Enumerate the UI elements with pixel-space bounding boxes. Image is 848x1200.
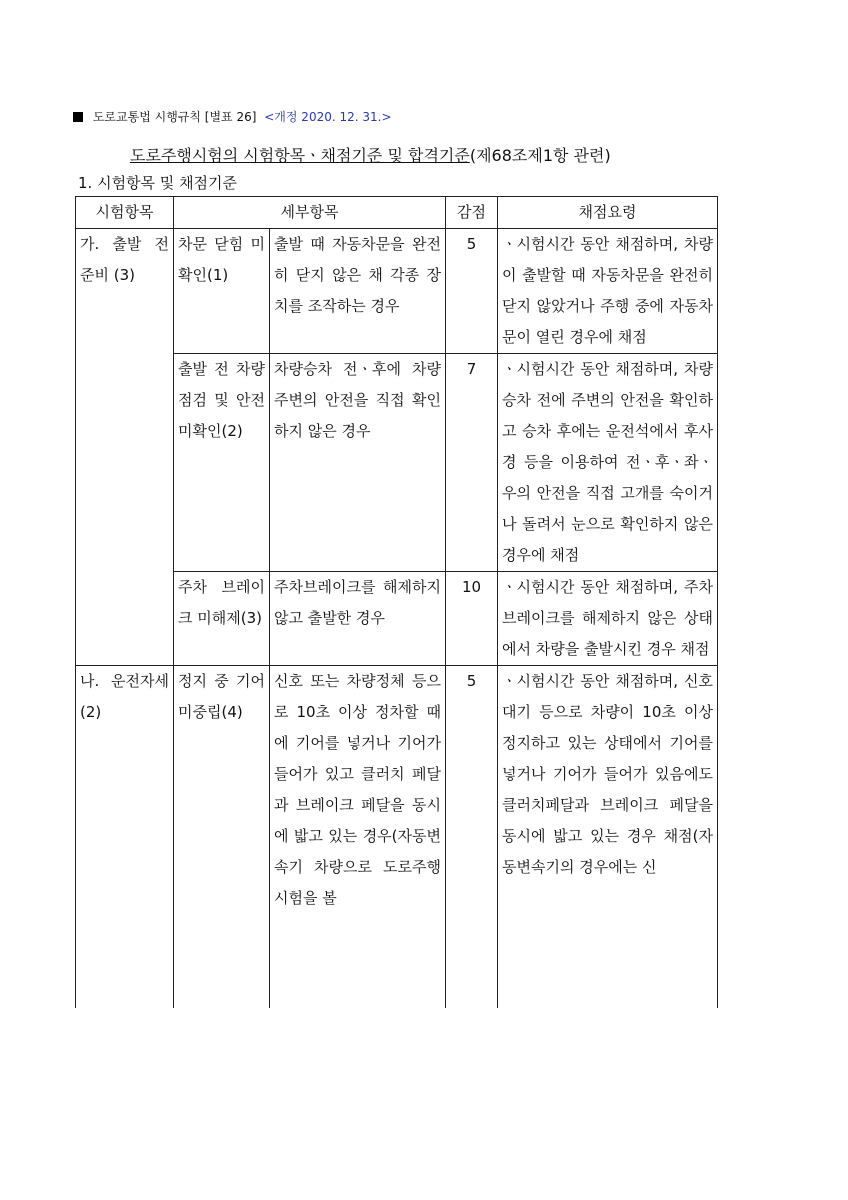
- regulation-header: [73, 108, 392, 125]
- header-deduction: 감점: [446, 197, 498, 229]
- regulation-name: 도로교통법 시행규칙 [별표 26]: [92, 110, 257, 124]
- table-header-row: [76, 197, 718, 229]
- title-main: 도로주행시험의 시험항목ㆍ채점기준 및 합격기준: [130, 146, 470, 165]
- scoring-table: [75, 196, 718, 1008]
- square-bullet-icon: [73, 112, 83, 122]
- sub-item-cell: 출발 전 차량점검 및 안전 미확인(2): [174, 354, 270, 572]
- title-reference: (제68조제1항 관련): [469, 146, 611, 165]
- deduction-cell: 7: [446, 354, 498, 572]
- empty-cell: [174, 914, 270, 1008]
- table-row: [76, 666, 718, 915]
- empty-cell: [270, 914, 446, 1008]
- scoring-method-cell: ㆍ시험시간 동안 채점하며, 신호대기 등으로 차량이 10초 이상 정지하고 있는 상태에서 기어를 넣거나 기어가 들어가 있음에도 클러치페달과 브레이크 페달을 동시에 밟고 있는 경우 채점(자동변속기의 경우에는 신: [498, 666, 718, 915]
- empty-cell: [76, 914, 174, 1008]
- empty-cell: [498, 914, 718, 1008]
- sub-item-cell: 주차 브레이크 미해제(3): [174, 572, 270, 666]
- empty-cell: [446, 914, 498, 1008]
- revision-date: <개정 2020. 12. 31.>: [264, 110, 392, 124]
- header-scoring-method: 채점요령: [498, 197, 718, 229]
- deduction-cell: 5: [446, 229, 498, 354]
- deduction-cell: 5: [446, 666, 498, 915]
- detail-cell: 신호 또는 차량정체 등으로 10초 이상 정차할 때에 기어를 넣거나 기어가 들어가 있고 클러치 페달과 브레이크 페달을 동시에 밟고 있는 경우(자동변속기 차량으로 도로주행시험을 볼: [270, 666, 446, 915]
- table-row: [76, 229, 718, 354]
- test-item-cell: 가. 출발 전 준비 (3): [76, 229, 174, 666]
- detail-cell: 주차브레이크를 해제하지 않고 출발한 경우: [270, 572, 446, 666]
- scoring-method-cell: ㆍ시험시간 동안 채점하며, 주차 브레이크를 해제하지 않은 상태에서 차량을 출발시킨 경우 채점: [498, 572, 718, 666]
- table-continuation-row: [76, 914, 718, 1008]
- header-test-item: 시험항목: [76, 197, 174, 229]
- test-item-cell: 나. 운전자세(2): [76, 666, 174, 915]
- deduction-cell: 10: [446, 572, 498, 666]
- scoring-method-cell: ㆍ시험시간 동안 채점하며, 차량이 출발할 때 자동차문을 완전히 닫지 않았거나 주행 중에 자동차문이 열린 경우에 채점: [498, 229, 718, 354]
- section-heading: 1. 시험항목 및 채점기준: [78, 174, 238, 192]
- page-title: [130, 143, 611, 166]
- sub-item-cell: 차문 닫힘 미확인(1): [174, 229, 270, 354]
- scoring-method-cell: ㆍ시험시간 동안 채점하며, 차량 승차 전에 주변의 안전을 확인하고 승차 후에는 운전석에서 후사경 등을 이용하여 전ㆍ후ㆍ좌ㆍ우의 안전을 직접 고개를 숙이거나 돌려서 눈으로 확인하지 않은 경우에 채점: [498, 354, 718, 572]
- detail-cell: 차량승차 전ㆍ후에 차량주변의 안전을 직접 확인하지 않은 경우: [270, 354, 446, 572]
- sub-item-cell: 정지 중 기어 미중립(4): [174, 666, 270, 915]
- detail-cell: 출발 때 자동차문을 완전히 닫지 않은 채 각종 장치를 조작하는 경우: [270, 229, 446, 354]
- header-sub-item: 세부항목: [174, 197, 446, 229]
